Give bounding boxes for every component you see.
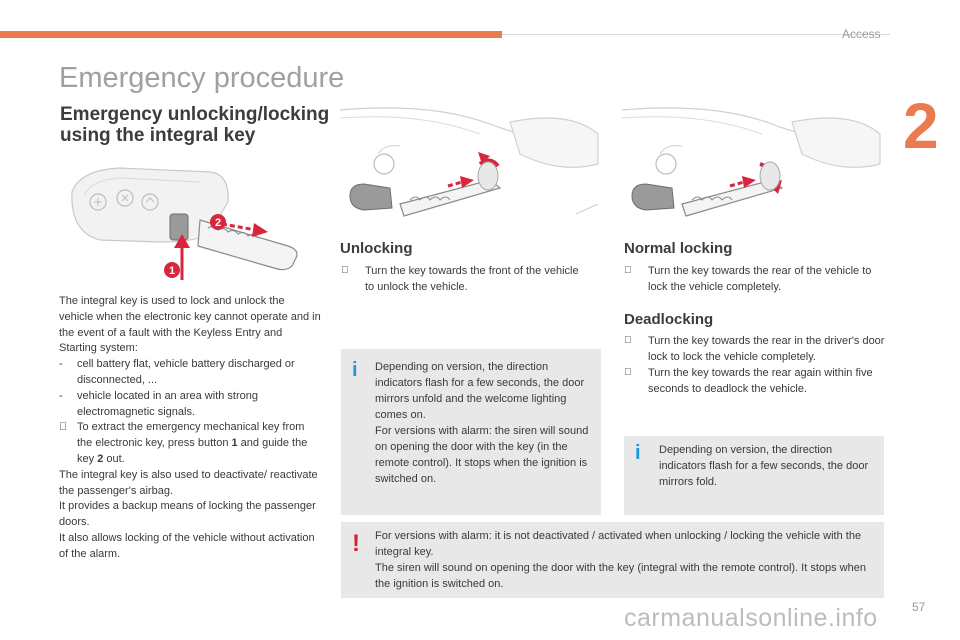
deadlocking-item: Turn the key towards the rear in the driver's door lock to lock the vehicle completely.: [648, 335, 885, 363]
dash-item: - cell battery flat, vehicle battery discharged or disconnected, ...: [59, 358, 295, 386]
extract-instruction: To extract the emergency mechanical key from the electronic key, press button 1 and guide the key 2 out.: [59, 420, 321, 467]
intro-text: [59, 294, 321, 563]
info-icon: i: [352, 359, 358, 381]
warning-text: For versions with alarm: it is not deactivated / activated when unlocking / locking the vehicle with the integral key. The siren will sound on opening the door with the key (integral with the remote control). It stops when the ignition is switched on.: [375, 530, 866, 590]
info-text: Depending on version, the direction indicators flash for a few seconds, the door mirrors fold.: [659, 444, 869, 488]
key-illustration: [60, 162, 322, 286]
alarm-paragraph: It also allows locking of the vehicle without activation of the alarm.: [59, 531, 315, 560]
section-color-bar: [0, 31, 502, 38]
door-lock-illustration: [622, 104, 884, 234]
header-rule: [502, 34, 890, 35]
callout-2: 2: [214, 217, 222, 229]
callout-1: 1: [168, 265, 176, 277]
chapter-number: 2: [903, 90, 939, 162]
intro-paragraph: The integral key is used to lock and unlock the vehicle when the electronic key cannot operate and in the event of a fault with the Keyless Entry and Starting system:: [59, 295, 321, 355]
info-panel-unlocking: [341, 349, 601, 515]
info-icon: i: [635, 442, 641, 464]
warning-icon: !: [352, 530, 360, 557]
unlocking-heading: Unlocking: [340, 240, 413, 257]
deadlocking-item: Turn the key towards the rear again within five seconds to deadlock the vehicle.: [648, 367, 873, 395]
normal-locking-heading: Normal locking: [624, 240, 733, 257]
page-title: Emergency procedure: [59, 62, 345, 94]
airbag-paragraph: The integral key is also used to deactivate/ reactivate the passenger's airbag.: [59, 468, 318, 497]
backup-paragraph: It provides a backup means of locking the passenger doors.: [59, 500, 316, 529]
normal-locking-item: Turn the key towards the rear of the vehicle to lock the vehicle completely.: [648, 265, 872, 293]
unlocking-item: Turn the key towards the front of the vehicle to unlock the vehicle.: [365, 265, 579, 293]
page-number: 57: [912, 600, 926, 614]
section-name: Access: [842, 27, 881, 41]
dash-item: - vehicle located in an area with strong electromagnetic signals.: [59, 389, 258, 418]
bullet-glyph: [59, 420, 77, 467]
info-panel-locking: [624, 436, 884, 515]
info-text: Depending on version, the direction indicators flash for a few seconds, the door mirrors unfold and the welcome lighting comes on. For versions with alarm: the siren will sound on opening the door with the key (in the remote control). It stops when the ignition is switched on.: [375, 361, 589, 485]
page-subtitle: Emergency unlocking/locking using the integral key: [60, 104, 330, 146]
warning-panel: [341, 522, 884, 598]
watermark: carmanualsonline.info: [624, 604, 878, 632]
deadlocking-heading: Deadlocking: [624, 311, 714, 328]
door-unlock-illustration: [340, 104, 600, 234]
